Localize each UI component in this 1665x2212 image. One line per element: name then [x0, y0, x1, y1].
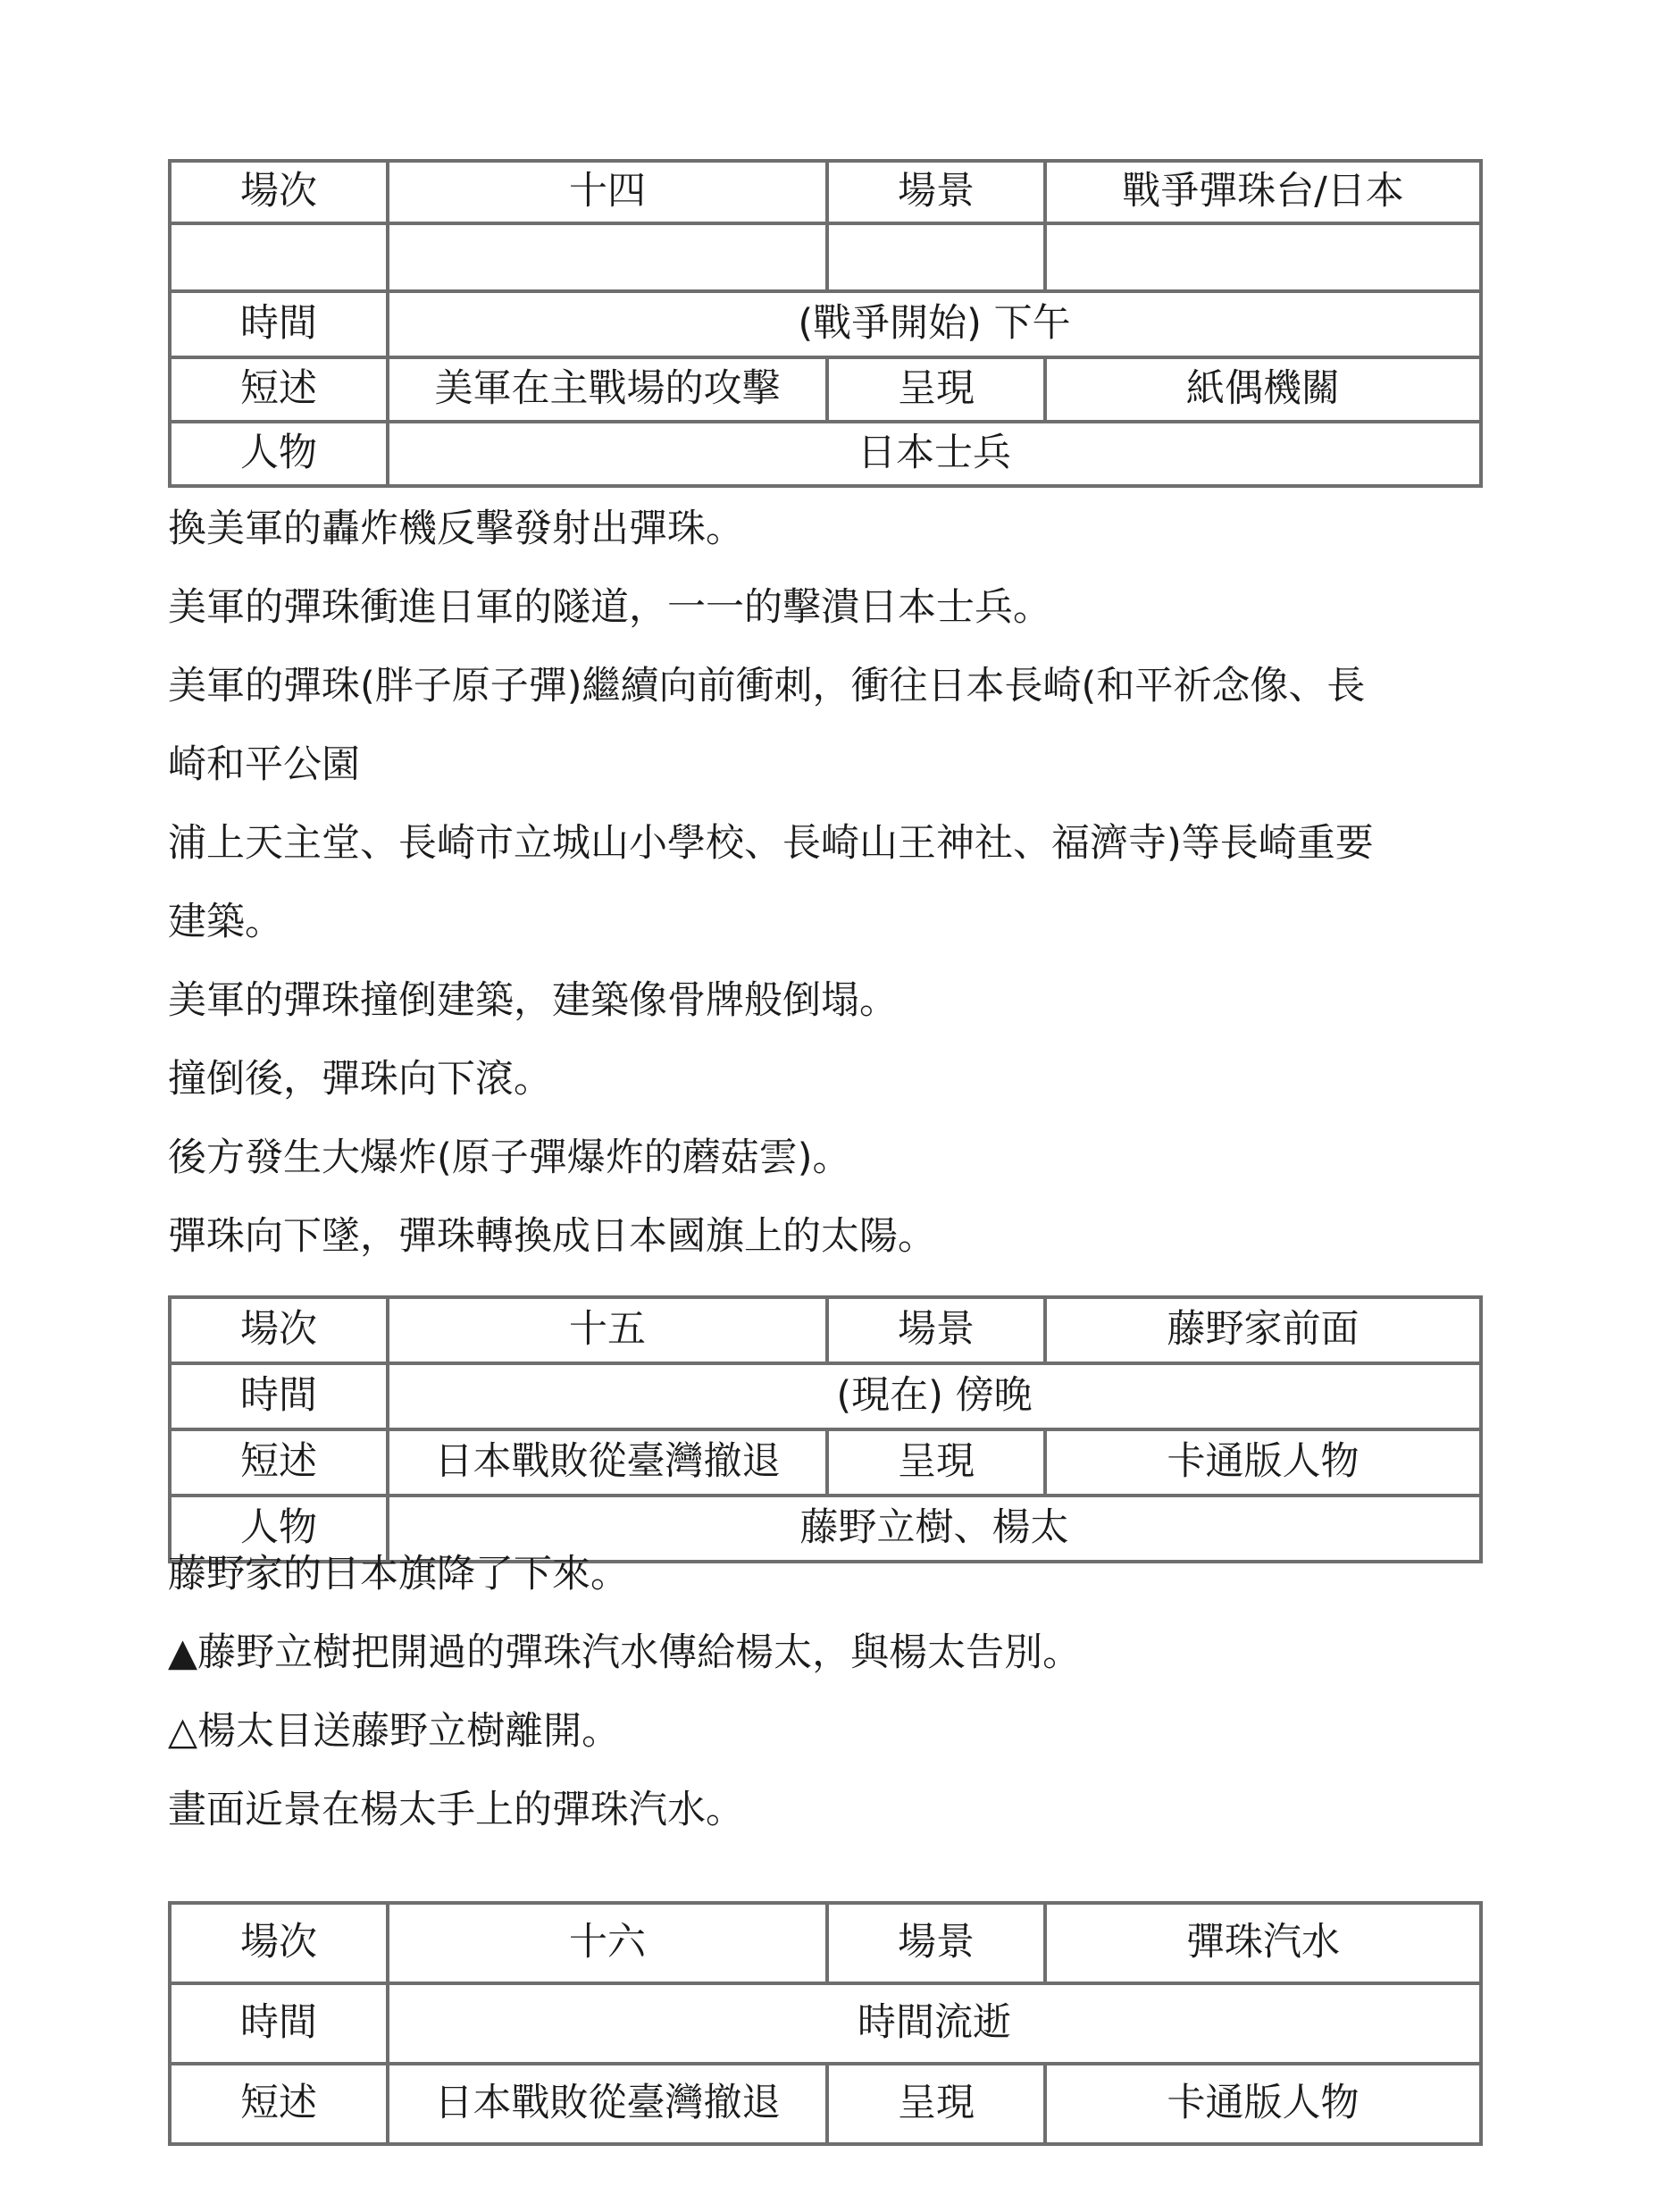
time-label: 時間	[170, 291, 388, 357]
table-row	[170, 422, 1481, 486]
paragraph-line: 浦上天主堂、長崎市立城山小學校、長崎山王神社、福濟寺)等長崎重要	[168, 821, 1374, 866]
scene-label: 場次	[170, 1297, 388, 1363]
table-row	[170, 1297, 1481, 1363]
summary-value: 日本戰敗從臺灣撤退	[388, 2064, 827, 2144]
time-value: 時間流逝	[388, 1983, 1481, 2064]
summary-value: 美軍在主戰場的攻擊	[388, 357, 827, 422]
scene-15-table-wrap	[168, 1295, 1483, 1563]
paragraph-line: 美軍的彈珠(胖子原子彈)繼續向前衝刺，衝往日本長崎(和平祈念像、長	[168, 664, 1366, 708]
scene-14-description	[168, 502, 1374, 1263]
place-label: 場景	[827, 1297, 1045, 1363]
table-row	[170, 161, 1481, 223]
table-row	[170, 1363, 1481, 1429]
place-value: 彈珠汽水	[1045, 1903, 1481, 1983]
scene-16-table-wrap	[168, 1901, 1483, 2146]
paragraph-line: △楊太目送藤野立樹離開。	[168, 1709, 621, 1754]
scene-14-table	[168, 159, 1483, 488]
time-value: (戰爭開始) 下午	[388, 291, 1481, 357]
scene-15-description	[168, 1547, 1081, 1837]
table-row	[170, 291, 1481, 357]
table-row	[170, 1903, 1481, 1983]
present-value: 紙偶機關	[1045, 357, 1481, 422]
present-label: 呈現	[827, 2064, 1045, 2144]
scene-label: 場次	[170, 1903, 388, 1983]
people-label: 人物	[170, 1496, 388, 1562]
summary-label: 短述	[170, 357, 388, 422]
table-row	[170, 1429, 1481, 1496]
summary-label: 短述	[170, 2064, 388, 2144]
present-label: 呈現	[827, 357, 1045, 422]
empty-cell	[1045, 223, 1481, 291]
empty-cell	[827, 223, 1045, 291]
paragraph-line: 美軍的彈珠衝進日軍的隧道，一一的擊潰日本士兵。	[168, 585, 1051, 630]
people-value: 藤野立樹、楊太	[388, 1496, 1481, 1562]
scene-value: 十六	[388, 1903, 827, 1983]
paragraph-line: 彈珠向下墜，彈珠轉換成日本國旗上的太陽。	[168, 1214, 936, 1259]
paragraph-line: 美軍的彈珠撞倒建築，建築像骨牌般倒塌。	[168, 978, 898, 1023]
time-label: 時間	[170, 1983, 388, 2064]
table-row	[170, 2064, 1481, 2144]
scene-value: 十五	[388, 1297, 827, 1363]
place-value: 藤野家前面	[1045, 1297, 1481, 1363]
place-label: 場景	[827, 1903, 1045, 1983]
present-value: 卡通版人物	[1045, 1429, 1481, 1496]
present-value: 卡通版人物	[1045, 2064, 1481, 2144]
people-value: 日本士兵	[388, 422, 1481, 486]
summary-value: 日本戰敗從臺灣撤退	[388, 1429, 827, 1496]
empty-cell	[388, 223, 827, 291]
paragraph-line: 後方發生大爆炸(原子彈爆炸的蘑菇雲)。	[168, 1135, 851, 1180]
place-label: 場景	[827, 161, 1045, 223]
empty-cell	[170, 223, 388, 291]
table-row	[170, 1983, 1481, 2064]
paragraph-line: 崎和平公園	[168, 742, 360, 787]
scene-value: 十四	[388, 161, 827, 223]
paragraph-line: 撞倒後，彈珠向下滾。	[168, 1057, 552, 1102]
scene-16-table	[168, 1901, 1483, 2146]
place-value: 戰爭彈珠台/日本	[1045, 161, 1481, 223]
table-row	[170, 223, 1481, 291]
scene-label: 場次	[170, 161, 388, 223]
people-label: 人物	[170, 422, 388, 486]
time-label: 時間	[170, 1363, 388, 1429]
present-label: 呈現	[827, 1429, 1045, 1496]
time-value: (現在) 傍晚	[388, 1363, 1481, 1429]
paragraph-line: 藤野家的日本旗降了下來。	[168, 1552, 629, 1596]
summary-label: 短述	[170, 1429, 388, 1496]
paragraph-line: ▲藤野立樹把開過的彈珠汽水傳給楊太，與楊太告別。	[168, 1630, 1082, 1675]
paragraph-line: 換美軍的轟炸機反擊發射出彈珠。	[168, 507, 744, 551]
scene-14-table-wrap	[168, 159, 1483, 488]
table-row	[170, 357, 1481, 422]
scene-15-table	[168, 1295, 1483, 1563]
paragraph-line: 畫面近景在楊太手上的彈珠汽水。	[168, 1788, 744, 1832]
paragraph-line: 建築。	[168, 900, 283, 944]
